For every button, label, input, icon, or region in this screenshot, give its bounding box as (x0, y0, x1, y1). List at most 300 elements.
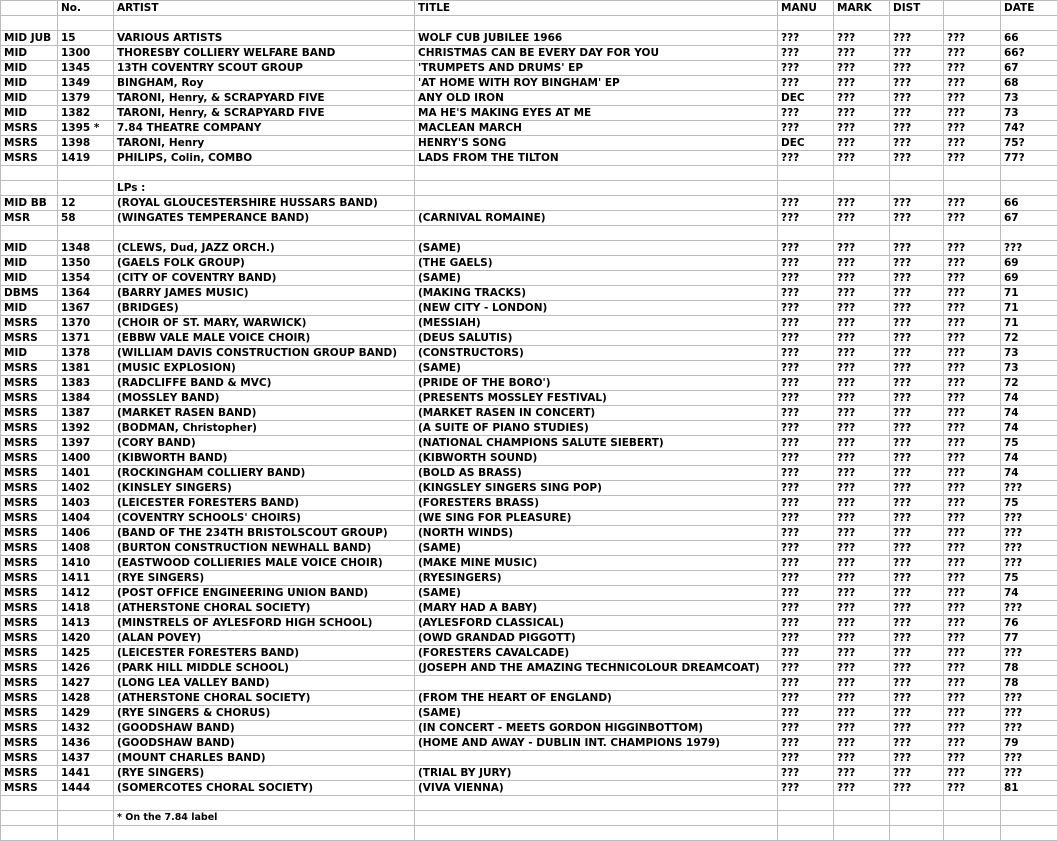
cell-number: 1404 (58, 511, 114, 526)
cell-type: DBMS (1, 286, 58, 301)
cell-mark: ??? (834, 721, 890, 736)
cell-number: 1437 (58, 751, 114, 766)
cell-artist (114, 796, 415, 811)
cell-type: MSRS (1, 511, 58, 526)
cell-number: 1401 (58, 466, 114, 481)
cell-manu: ??? (778, 286, 834, 301)
cell-date: 71 (1001, 316, 1057, 331)
table-row (1, 91, 1057, 106)
table-row (1, 271, 1057, 286)
cell-date: 73 (1001, 346, 1057, 361)
cell-number: 12 (58, 196, 114, 211)
cell-type: MSRS (1, 316, 58, 331)
header-mark: MARK (834, 1, 890, 16)
cell-number: 1398 (58, 136, 114, 151)
cell-extra: ??? (944, 481, 1001, 496)
cell-dist: ??? (890, 256, 944, 271)
cell-manu: ??? (778, 661, 834, 676)
cell-type: MSRS (1, 541, 58, 556)
cell-manu: ??? (778, 406, 834, 421)
cell-dist (890, 16, 944, 31)
cell-extra (944, 166, 1001, 181)
cell-manu: ??? (778, 601, 834, 616)
cell-mark: ??? (834, 391, 890, 406)
cell-extra: ??? (944, 391, 1001, 406)
cell-manu: DEC (778, 136, 834, 151)
cell-title: (VIVA VIENNA) (415, 781, 778, 796)
cell-title (415, 676, 778, 691)
cell-date (1001, 16, 1057, 31)
cell-title (415, 796, 778, 811)
cell-type: MID (1, 46, 58, 61)
cell-extra: ??? (944, 586, 1001, 601)
cell-extra: ??? (944, 691, 1001, 706)
cell-mark: ??? (834, 466, 890, 481)
cell-title: MACLEAN MARCH (415, 121, 778, 136)
cell-type: MSRS (1, 781, 58, 796)
cell-mark: ??? (834, 481, 890, 496)
cell-extra (944, 826, 1001, 841)
cell-title: (PRIDE OF THE BORO') (415, 376, 778, 391)
cell-date: 77? (1001, 151, 1057, 166)
cell-title: (THE GAELS) (415, 256, 778, 271)
cell-date: ??? (1001, 691, 1057, 706)
cell-mark (834, 826, 890, 841)
cell-number: 1354 (58, 271, 114, 286)
table-row (1, 31, 1057, 46)
cell-type: MSRS (1, 616, 58, 631)
cell-mark: ??? (834, 436, 890, 451)
cell-extra: ??? (944, 316, 1001, 331)
cell-type: MID (1, 91, 58, 106)
cell-mark: ??? (834, 31, 890, 46)
cell-extra: ??? (944, 511, 1001, 526)
cell-extra: ??? (944, 751, 1001, 766)
cell-extra: ??? (944, 766, 1001, 781)
cell-number: 1403 (58, 496, 114, 511)
cell-type: MID (1, 301, 58, 316)
cell-number: 1428 (58, 691, 114, 706)
cell-dist: ??? (890, 436, 944, 451)
cell-title (415, 811, 778, 826)
cell-number: 1364 (58, 286, 114, 301)
cell-artist: (BAND OF THE 234TH BRISTOLSCOUT GROUP) (114, 526, 415, 541)
cell-extra (944, 796, 1001, 811)
cell-artist: VARIOUS ARTISTS (114, 31, 415, 46)
cell-type (1, 166, 58, 181)
cell-extra: ??? (944, 151, 1001, 166)
cell-dist: ??? (890, 601, 944, 616)
table-row (1, 226, 1057, 241)
header-extra (944, 1, 1001, 16)
cell-dist: ??? (890, 676, 944, 691)
cell-title: (NEW CITY - LONDON) (415, 301, 778, 316)
cell-artist: (ROCKINGHAM COLLIERY BAND) (114, 466, 415, 481)
cell-date: 71 (1001, 286, 1057, 301)
cell-date: 66 (1001, 31, 1057, 46)
cell-extra (944, 226, 1001, 241)
cell-dist (890, 826, 944, 841)
cell-manu: ??? (778, 646, 834, 661)
table-row (1, 406, 1057, 421)
cell-number: 1345 (58, 61, 114, 76)
cell-type: MSR (1, 211, 58, 226)
cell-title: (MARKET RASEN IN CONCERT) (415, 406, 778, 421)
cell-mark: ??? (834, 586, 890, 601)
cell-date: 79 (1001, 736, 1057, 751)
cell-date: 73 (1001, 91, 1057, 106)
cell-title: (A SUITE OF PIANO STUDIES) (415, 421, 778, 436)
cell-title: (DEUS SALUTIS) (415, 331, 778, 346)
cell-date: ??? (1001, 766, 1057, 781)
cell-type: MID (1, 106, 58, 121)
cell-title: (MAKING TRACKS) (415, 286, 778, 301)
cell-date: 69 (1001, 256, 1057, 271)
cell-date: 74 (1001, 466, 1057, 481)
cell-extra: ??? (944, 106, 1001, 121)
cell-number (58, 826, 114, 841)
cell-extra (944, 811, 1001, 826)
cell-type: MID (1, 346, 58, 361)
cell-title (415, 751, 778, 766)
cell-artist: (POST OFFICE ENGINEERING UNION BAND) (114, 586, 415, 601)
cell-number: 1381 (58, 361, 114, 376)
cell-artist: (RYE SINGERS & CHORUS) (114, 706, 415, 721)
table-row (1, 46, 1057, 61)
cell-title: (FORESTERS BRASS) (415, 496, 778, 511)
cell-dist: ??? (890, 151, 944, 166)
cell-type: MSRS (1, 751, 58, 766)
header-row (1, 1, 1057, 16)
cell-artist: (MOSSLEY BAND) (114, 391, 415, 406)
table-row (1, 166, 1057, 181)
cell-artist: (COVENTRY SCHOOLS' CHOIRS) (114, 511, 415, 526)
table-row (1, 631, 1057, 646)
cell-type: MSRS (1, 691, 58, 706)
cell-dist: ??? (890, 301, 944, 316)
cell-manu: ??? (778, 631, 834, 646)
cell-date: 72 (1001, 376, 1057, 391)
cell-type: MSRS (1, 451, 58, 466)
cell-number: 58 (58, 211, 114, 226)
cell-dist: ??? (890, 661, 944, 676)
cell-type (1, 796, 58, 811)
cell-extra: ??? (944, 256, 1001, 271)
cell-type: MID (1, 256, 58, 271)
cell-date: 67 (1001, 211, 1057, 226)
cell-dist: ??? (890, 316, 944, 331)
cell-type: MSRS (1, 331, 58, 346)
cell-date: ??? (1001, 601, 1057, 616)
cell-mark: ??? (834, 316, 890, 331)
cell-dist: ??? (890, 511, 944, 526)
cell-date (1001, 826, 1057, 841)
cell-manu: ??? (778, 571, 834, 586)
cell-artist: (MINSTRELS OF AYLESFORD HIGH SCHOOL) (114, 616, 415, 631)
cell-number (58, 16, 114, 31)
cell-number: 1397 (58, 436, 114, 451)
cell-mark: ??? (834, 676, 890, 691)
cell-manu (778, 811, 834, 826)
cell-dist: ??? (890, 616, 944, 631)
cell-mark: ??? (834, 616, 890, 631)
cell-manu: ??? (778, 616, 834, 631)
cell-manu: ??? (778, 31, 834, 46)
cell-date: 68 (1001, 76, 1057, 91)
cell-number: 1402 (58, 481, 114, 496)
cell-date: 74 (1001, 391, 1057, 406)
cell-extra: ??? (944, 331, 1001, 346)
cell-mark: ??? (834, 751, 890, 766)
cell-title: (MESSIAH) (415, 316, 778, 331)
cell-title (415, 16, 778, 31)
cell-title (415, 181, 778, 196)
cell-manu: ??? (778, 391, 834, 406)
cell-number: 1382 (58, 106, 114, 121)
header-type (1, 1, 58, 16)
cell-dist: ??? (890, 556, 944, 571)
cell-manu (778, 16, 834, 31)
cell-dist: ??? (890, 31, 944, 46)
cell-type: MSRS (1, 496, 58, 511)
cell-date: 74 (1001, 406, 1057, 421)
cell-artist (114, 826, 415, 841)
cell-artist: (RYE SINGERS) (114, 766, 415, 781)
cell-title: (KINGSLEY SINGERS SING POP) (415, 481, 778, 496)
cell-extra: ??? (944, 466, 1001, 481)
cell-title: (SAME) (415, 361, 778, 376)
cell-title: (SAME) (415, 541, 778, 556)
table-row (1, 661, 1057, 676)
cell-dist: ??? (890, 736, 944, 751)
cell-artist: (BODMAN, Christopher) (114, 421, 415, 436)
table-row (1, 346, 1057, 361)
table-row (1, 616, 1057, 631)
table-row (1, 181, 1057, 196)
cell-mark: ??? (834, 331, 890, 346)
cell-number (58, 226, 114, 241)
cell-type: MID (1, 241, 58, 256)
cell-extra: ??? (944, 271, 1001, 286)
cell-dist: ??? (890, 376, 944, 391)
cell-number: 1384 (58, 391, 114, 406)
cell-type: MSRS (1, 766, 58, 781)
cell-extra: ??? (944, 496, 1001, 511)
cell-mark: ??? (834, 61, 890, 76)
cell-date: 78 (1001, 676, 1057, 691)
cell-extra: ??? (944, 616, 1001, 631)
header-title: TITLE (415, 1, 778, 16)
cell-mark: ??? (834, 211, 890, 226)
cell-artist: (CLEWS, Dud, JAZZ ORCH.) (114, 241, 415, 256)
cell-extra: ??? (944, 61, 1001, 76)
cell-artist: (MARKET RASEN BAND) (114, 406, 415, 421)
table-row (1, 811, 1057, 826)
cell-artist: (MUSIC EXPLOSION) (114, 361, 415, 376)
cell-mark: ??? (834, 286, 890, 301)
cell-number: 1370 (58, 316, 114, 331)
table-row (1, 76, 1057, 91)
cell-manu: ??? (778, 211, 834, 226)
cell-type: MSRS (1, 661, 58, 676)
cell-artist: (WILLIAM DAVIS CONSTRUCTION GROUP BAND) (114, 346, 415, 361)
cell-mark: ??? (834, 151, 890, 166)
cell-date: 73 (1001, 106, 1057, 121)
cell-date: 72 (1001, 331, 1057, 346)
cell-mark (834, 226, 890, 241)
cell-number: 1418 (58, 601, 114, 616)
cell-artist: THORESBY COLLIERY WELFARE BAND (114, 46, 415, 61)
cell-manu: ??? (778, 346, 834, 361)
cell-dist: ??? (890, 646, 944, 661)
cell-extra: ??? (944, 211, 1001, 226)
cell-number: 1350 (58, 256, 114, 271)
table-row (1, 286, 1057, 301)
cell-dist: ??? (890, 76, 944, 91)
cell-dist: ??? (890, 751, 944, 766)
cell-extra: ??? (944, 541, 1001, 556)
table-row (1, 781, 1057, 796)
cell-artist: (BARRY JAMES MUSIC) (114, 286, 415, 301)
cell-date: 81 (1001, 781, 1057, 796)
cell-manu (778, 826, 834, 841)
table-row (1, 376, 1057, 391)
cell-mark: ??? (834, 766, 890, 781)
cell-dist (890, 811, 944, 826)
cell-type: MSRS (1, 361, 58, 376)
cell-title: HENRY'S SONG (415, 136, 778, 151)
cell-type: MSRS (1, 466, 58, 481)
cell-number: 1429 (58, 706, 114, 721)
cell-manu: ??? (778, 376, 834, 391)
cell-artist: (CHOIR OF ST. MARY, WARWICK) (114, 316, 415, 331)
cell-manu: ??? (778, 736, 834, 751)
cell-artist: (RYE SINGERS) (114, 571, 415, 586)
cell-date: 75 (1001, 436, 1057, 451)
cell-manu: ??? (778, 526, 834, 541)
cell-date: ??? (1001, 751, 1057, 766)
cell-extra: ??? (944, 361, 1001, 376)
cell-dist: ??? (890, 196, 944, 211)
table-row (1, 136, 1057, 151)
cell-title: (FROM THE HEART OF ENGLAND) (415, 691, 778, 706)
cell-artist (114, 166, 415, 181)
cell-date (1001, 166, 1057, 181)
cell-manu: ??? (778, 421, 834, 436)
cell-dist: ??? (890, 241, 944, 256)
header-dist: DIST (890, 1, 944, 16)
cell-number (58, 796, 114, 811)
table-row (1, 706, 1057, 721)
cell-number: 1349 (58, 76, 114, 91)
cell-mark (834, 811, 890, 826)
cell-type: MSRS (1, 676, 58, 691)
cell-number: 1411 (58, 571, 114, 586)
cell-type: MSRS (1, 421, 58, 436)
cell-type (1, 181, 58, 196)
cell-title (415, 196, 778, 211)
cell-artist: (PARK HILL MIDDLE SCHOOL) (114, 661, 415, 676)
cell-manu: ??? (778, 316, 834, 331)
cell-date: ??? (1001, 241, 1057, 256)
cell-dist: ??? (890, 331, 944, 346)
cell-type: MSRS (1, 391, 58, 406)
cell-dist: ??? (890, 481, 944, 496)
cell-number: 1426 (58, 661, 114, 676)
cell-title: LADS FROM THE TILTON (415, 151, 778, 166)
cell-artist: (CORY BAND) (114, 436, 415, 451)
cell-title: (CARNIVAL ROMAINE) (415, 211, 778, 226)
header-manu: MANU (778, 1, 834, 16)
cell-extra: ??? (944, 121, 1001, 136)
cell-extra: ??? (944, 721, 1001, 736)
cell-manu (778, 166, 834, 181)
cell-date: ??? (1001, 481, 1057, 496)
table-body (1, 16, 1057, 841)
cell-mark: ??? (834, 451, 890, 466)
table-row (1, 526, 1057, 541)
cell-mark: ??? (834, 646, 890, 661)
cell-type: MSRS (1, 406, 58, 421)
cell-type: MSRS (1, 121, 58, 136)
cell-manu: ??? (778, 301, 834, 316)
cell-date: 75 (1001, 496, 1057, 511)
cell-artist: (EBBW VALE MALE VOICE CHOIR) (114, 331, 415, 346)
cell-extra: ??? (944, 286, 1001, 301)
cell-mark: ??? (834, 511, 890, 526)
cell-title: (FORESTERS CAVALCADE) (415, 646, 778, 661)
cell-artist (114, 226, 415, 241)
cell-title: (MARY HAD A BABY) (415, 601, 778, 616)
table-row (1, 451, 1057, 466)
cell-artist: TARONI, Henry, & SCRAPYARD FIVE (114, 106, 415, 121)
cell-artist (114, 16, 415, 31)
table-row (1, 721, 1057, 736)
cell-dist (890, 796, 944, 811)
cell-date: 75? (1001, 136, 1057, 151)
cell-title: 'AT HOME WITH ROY BINGHAM' EP (415, 76, 778, 91)
cell-dist: ??? (890, 766, 944, 781)
cell-extra: ??? (944, 136, 1001, 151)
cell-number: 1412 (58, 586, 114, 601)
cell-manu: ??? (778, 196, 834, 211)
table-row (1, 211, 1057, 226)
table-row (1, 241, 1057, 256)
cell-artist: (MOUNT CHARLES BAND) (114, 751, 415, 766)
cell-mark: ??? (834, 241, 890, 256)
cell-mark (834, 16, 890, 31)
cell-artist: (KIBWORTH BAND) (114, 451, 415, 466)
cell-date: ??? (1001, 541, 1057, 556)
cell-artist: (WINGATES TEMPERANCE BAND) (114, 211, 415, 226)
cell-title: (CONSTRUCTORS) (415, 346, 778, 361)
cell-dist: ??? (890, 61, 944, 76)
cell-date: 66 (1001, 196, 1057, 211)
cell-date: ??? (1001, 721, 1057, 736)
cell-extra: ??? (944, 346, 1001, 361)
cell-manu: ??? (778, 496, 834, 511)
cell-type: MSRS (1, 436, 58, 451)
cell-artist: * On the 7.84 label (114, 811, 415, 826)
cell-manu: ??? (778, 331, 834, 346)
cell-extra: ??? (944, 406, 1001, 421)
cell-title: (TRIAL BY JURY) (415, 766, 778, 781)
cell-title: (SAME) (415, 271, 778, 286)
table-row (1, 796, 1057, 811)
cell-dist: ??? (890, 271, 944, 286)
cell-extra: ??? (944, 376, 1001, 391)
cell-manu: ??? (778, 511, 834, 526)
